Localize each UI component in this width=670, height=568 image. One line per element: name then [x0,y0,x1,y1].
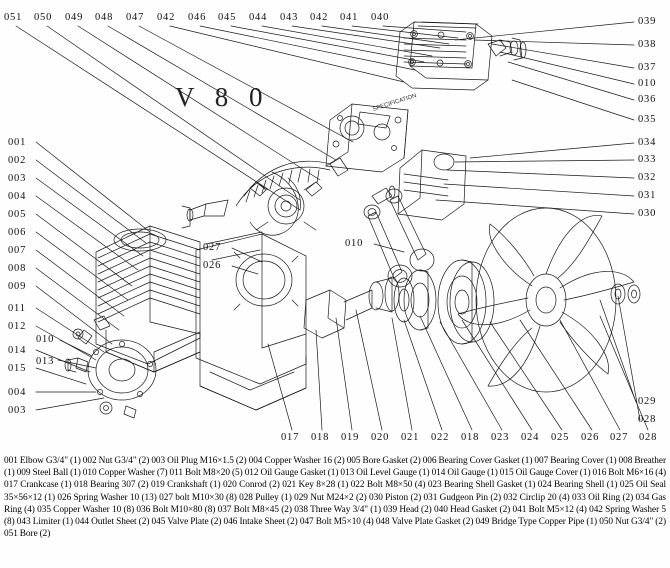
callout-right-0: 039 [638,16,657,27]
parts-legend [0,452,670,568]
callout-top-9: 043 [280,12,299,23]
callout-right-2: 037 [638,62,657,73]
callout-bottom-9: 025 [551,432,570,443]
callout-right-12: 028 [638,414,657,425]
callout-left-1: 002 [8,155,27,166]
callout-left-11: 014 [8,345,27,356]
callout-bottom-4: 021 [401,432,420,443]
parts-legend-text: 001 Elbow G3/4" (1) 002 Nut G3/4" (2) 003 Oil Plug M16×1.5 (2) 004 Copper Washer 16 (2) 005 Bore Gasket (2) 006 Bearing Cover Gasket (1) 007 Bearing Cover (1) 008 Breather (1) 009 Steel Ball (1) 010 Copper Washer (7) 011 Bolt M8×20 (5) 012 Oil Gauge Gasket (1) 013 Oil Level Gauge (1) 014 Oil Gauge (1) 015 Oil Gauge Cover (1) 016 Bolt M6×16 (4) 017 Crankcase (1) 018 Bearing 307 (2) 019 Crankshaft (1) 020 Conrod (2) 021 Key 8×28 (1) 022 Bolt M8×50 (4) 023 Bearing Shell Gasket (1) 024 Bearing Shell (1) 025 Oil Seal 35×56×12 (1) 026 Spring Washer 10 (13) 027 bolt M10×30 (8) 028 Pulley (1) 029 Nut M24×2 (2) 030 Piston (2) 031 Gudgeon Pin (2) 032 Circlip 20 (4) 033 Oil Ring (2) 034 Gas Ring (4) 035 Copper Washer 10 (8) 036 Bolt M10×80 (8) 037 Bolt M8×45 (2) 038 Three Way 3/4" (1) 039 Head (2) 040 Head Gasket (2) 041 Bolt M5×12 (4) 042 Spring Washer 5 (8) 043 Limiter (1) 044 Outlet Sheet (2) 045 Valve Plate (2) 046 Intake Sheet (2) 047 Bolt M5×10 (4) 048 Valve Plate Gasket (2) 049 Bridge Type Copper Pipe (1) 050 Nut G3/4" (2) 051 Bore (2) [4,456,666,540]
callout-top-12: 040 [371,12,390,23]
callout-left-13: 004 [8,387,27,398]
callout-left-10: 012 [8,321,27,332]
callout-bottom-11: 027 [610,432,629,443]
callout-right-11: 029 [638,396,657,407]
callout-left-0: 001 [8,137,27,148]
callout-top-8: 044 [249,12,268,23]
callout-top-6: 046 [188,12,207,23]
specification-stamp: SPECIFICATION [372,93,418,113]
callout-bottom-0: 017 [281,432,300,443]
callout-right-8: 032 [638,172,657,183]
callout-top-7: 045 [218,12,237,23]
callout-top-4: 047 [126,12,145,23]
callout-left-14: 003 [8,405,27,416]
callout-bottom-5: 022 [431,432,450,443]
callout-right-10: 030 [638,208,657,219]
callout-top-11: 041 [340,12,359,23]
callout-left-4: 005 [8,209,27,220]
callout-mid-010: 010 [345,238,364,249]
callout-top-2: 049 [65,12,84,23]
callout-bottom-3: 020 [371,432,390,443]
callout-left-6: 007 [8,245,27,256]
callout-right-1: 038 [638,39,657,50]
callout-bottom-7: 023 [491,432,510,443]
callout-bottom-2: 019 [341,432,360,443]
callout-left-inner-1: 013 [36,356,55,367]
callout-left-3: 004 [8,191,27,202]
callout-left-12: 015 [8,363,27,374]
callout-top-3: 048 [95,12,114,23]
callout-top-5: 042 [157,12,176,23]
callout-left-inner-0: 010 [36,334,55,345]
model-name-watermark: V 8 0 [175,82,270,112]
callout-bottom-1: 018 [311,432,330,443]
callout-right-5: 035 [638,114,657,125]
callout-left-8: 009 [8,281,27,292]
callout-top-0: 051 [4,12,23,23]
callout-left-9: 011 [8,303,26,314]
callout-right-4: 036 [638,94,657,105]
callout-left-2: 003 [8,173,27,184]
callout-left-7: 008 [8,263,27,274]
callout-mid-026: 026 [203,260,222,271]
callout-bottom-12: 028 [639,432,658,443]
callout-right-3: 010 [638,78,657,89]
callout-right-7: 033 [638,154,657,165]
callout-bottom-8: 024 [521,432,540,443]
callout-right-6: 034 [638,137,657,148]
callout-bottom-10: 026 [581,432,600,443]
callout-top-1: 050 [34,12,53,23]
callout-left-5: 006 [8,227,27,238]
callout-top-10: 042 [310,12,329,23]
callout-mid-027: 027 [203,242,222,253]
callout-right-9: 031 [638,190,657,201]
callout-bottom-6: 018 [461,432,480,443]
